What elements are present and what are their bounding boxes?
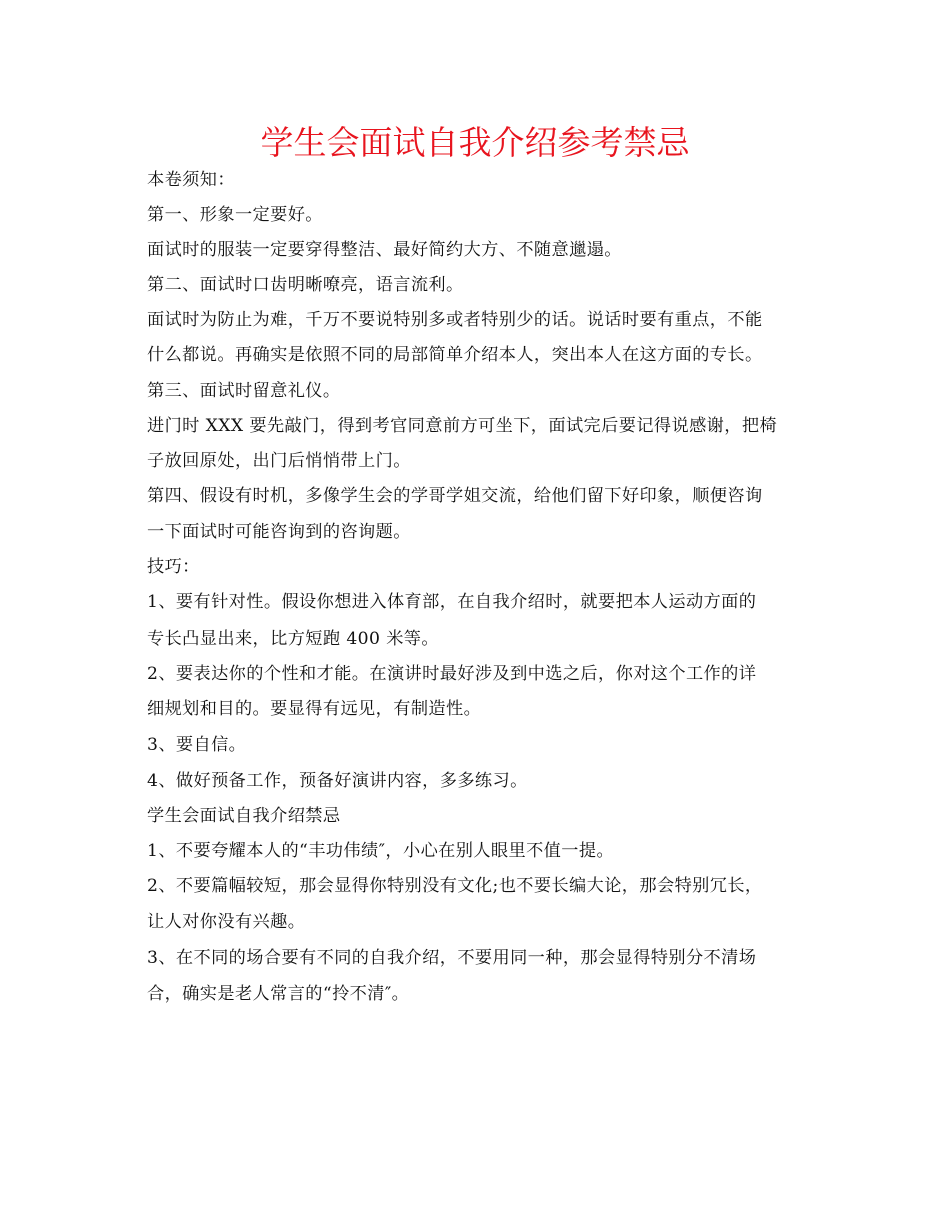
paragraph-line: 3、在不同的场合要有不同的自我介绍，不要用同一种，那会显得特别分不清场	[147, 948, 757, 968]
paragraph-line: 子放回原处，出门后悄悄带上门。	[147, 451, 411, 471]
paragraph-line: 1、要有针对性。假设你想进入体育部，在自我介绍时，就要把本人运动方面的	[147, 592, 757, 612]
document-title: 学生会面试自我介绍参考禁忌	[260, 123, 690, 162]
paragraph-line: 专长凸显出来，比方短跑 400 米等。	[147, 629, 439, 649]
paragraph-line: 面试时的服装一定要穿得整洁、最好简约大方、不随意邋遢。	[147, 240, 622, 260]
paragraph-line: 让人对你没有兴趣。	[147, 912, 306, 932]
paragraph-line: 第四、假设有时机，多像学生会的学哥学姐交流，给他们留下好印象，顺便咨询	[147, 486, 763, 506]
paragraph-line: 3、要自信。	[147, 735, 247, 755]
paragraph-line: 面试时为防止为难，千万不要说特别多或者特别少的话。说话时要有重点，不能	[147, 310, 763, 330]
paragraph-line: 细规划和目的。要显得有远见，有制造性。	[147, 699, 482, 719]
paragraph-line: 2、不要篇幅较短，那会显得你特别没有文化;也不要长编大论，那会特别冗长，	[147, 876, 763, 896]
paragraph-line: 本卷须知：	[147, 170, 235, 190]
paragraph-line: 1、不要夸耀本人的“丰功伟绩″，小心在别人眼里不值一提。	[147, 841, 615, 861]
paragraph-line: 第三、面试时留意礼仪。	[147, 381, 341, 401]
paragraph-line: 技巧：	[147, 557, 200, 577]
paragraph-line: 第二、面试时口齿明晰嘹亮，语言流利。	[147, 275, 464, 295]
paragraph-line: 进门时 XXX 要先敲门，得到考官同意前方可坐下，面试完后要记得说感谢，把椅	[147, 416, 778, 436]
paragraph-line: 一下面试时可能咨询到的咨询题。	[147, 522, 411, 542]
section-heading: 学生会面试自我介绍禁忌	[147, 806, 341, 826]
paragraph-line: 4、做好预备工作，预备好演讲内容，多多练习。	[147, 771, 528, 791]
paragraph-line: 什么都说。再确实是依照不同的局部简单介绍本人，突出本人在这方面的专长。	[147, 345, 763, 365]
paragraph-line: 2、要表达你的个性和才能。在演讲时最好涉及到中选之后，你对这个工作的详	[147, 664, 757, 684]
paragraph-line: 第一、形象一定要好。	[147, 205, 323, 225]
paragraph-line: 合，确实是老人常言的“拎不清″。	[147, 984, 410, 1004]
